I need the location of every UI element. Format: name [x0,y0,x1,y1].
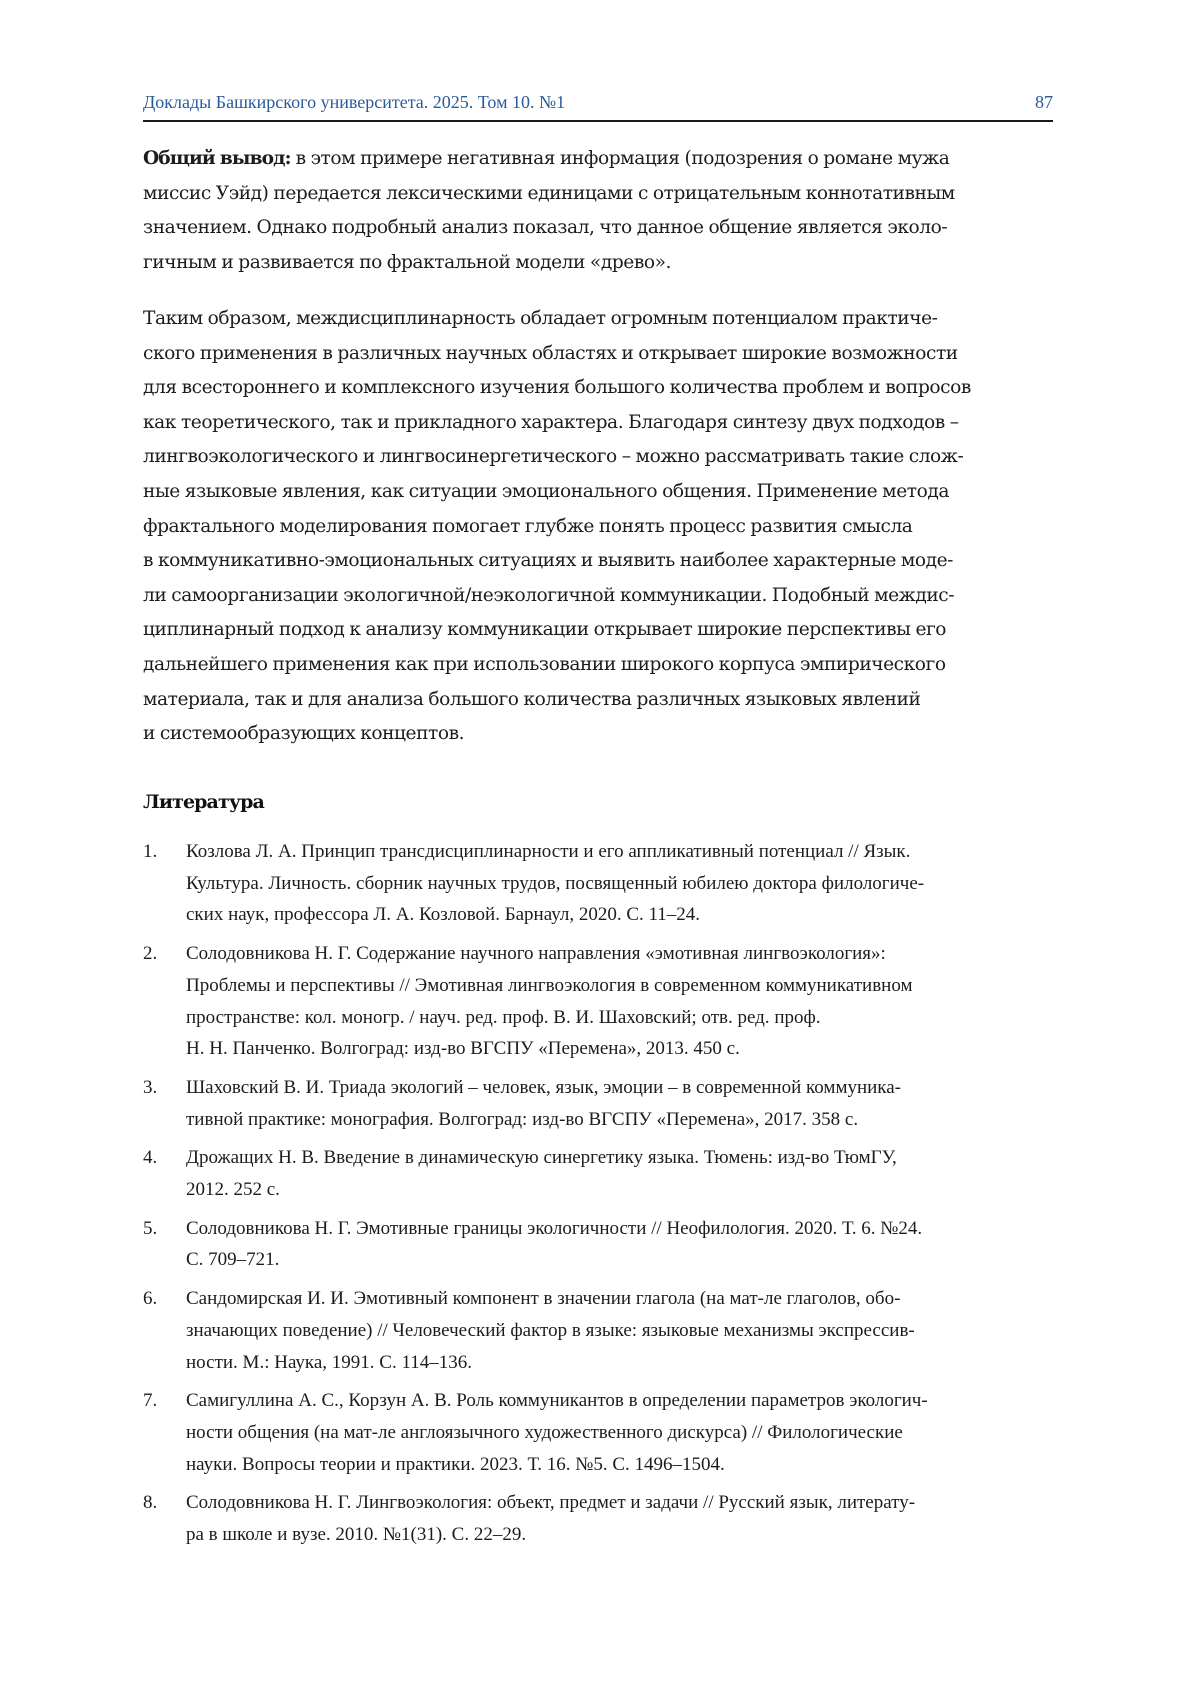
summary-paragraph: Таким образом, междисциплинарность обладает огромным потенциалом практиче- ского применения в различных научных областях и открывает широкие возможности для всестороннего и комплексного изучения большого количества проблем и вопросов как теоретического, так и прикладного характера. Благодаря синтезу двух подходов – лингвоэкологического и лингвосинергетического – можно рассматривать такие слож- ные языковые явления, как ситуации эмоционального общения. Применение метода фрактального моделирования помогает глубже понять процесс развития смысла в коммуникативно-эмоциональных ситуациях и выявить наиболее характерные моде- ли самоорганизации экологичной/неэкологичной коммуникации. Подобный междис- циплинарный подход к анализу коммуникации открывает широкие перспективы его дальнейшего применения как при использовании широкого корпуса эмпирического материала, так и для анализа большого количества различных языковых явлений и системообразующих концептов. [143,308,971,745]
references-list [143,836,1073,1558]
page-number: 87 [1035,92,1053,112]
reference-item: 8. Солодовникова Н. Г. Лингвоэкология: объект, предмет и задачи // Русский язык, литерату- ра в школе и вузе. 2010. №1(31). С. 22–29. [143,1492,916,1546]
conclusion-label: Общий вывод: [143,148,291,169]
conclusion-paragraph: Общий вывод: в этом примере негативная информация (подозрения о романе мужа миссис Уэйд) передается лексическими единицами с отрицательным коннотативным значением. Однако подробный анализ показал, что данное общение является эколо- гичным и развивается по фрактальной модели «древо». [143,148,955,273]
journal-title: Доклады Башкирского университета. 2025. Том 10. №1 [143,92,566,112]
reference-item: 1. Козлова Л. А. Принцип трансдисциплинарности и его аппликативный потенциал // Язык. Культура. Личность. сборник научных трудов, посвященный юбилею доктора филологиче- ских наук, профессора Л. А. Козловой. Барнаул, 2020. С. 11–24. [143,841,925,926]
reference-item: 4. Дрожащих Н. В. Введение в динамическую синергетику языка. Тюмень: изд-во ТюмГУ, 2012. 252 с. [143,1147,897,1201]
running-header [143,92,1053,122]
reference-item: 7. Самигуллина А. С., Корзун А. В. Роль коммуникантов в определении параметров экологич- ности общения (на мат-ле англоязычного художественного дискурса) // Филологические науки. Вопросы теории и практики. 2023. Т. 16. №5. С. 1496–1504. [143,1390,928,1475]
reference-item: 2. Солодовникова Н. Г. Содержание научного направления «эмотивная лингвоэкология»: Проблемы и перспективы // Эмотивная лингвоэкология в современном коммуникативном пространстве: кол. моногр. / науч. ред. проф. В. И. Шаховский; отв. ред. проф. Н. Н. Панченко. Волгоград: изд-во ВГСПУ «Перемена», 2013. 450 с. [143,943,913,1060]
reference-item: 5. Солодовникова Н. Г. Эмотивные границы экологичности // Неофилология. 2020. Т. 6. №24. С. 709–721. [143,1217,923,1271]
references-heading: Литература [143,791,264,813]
reference-item: 3. Шаховский В. И. Триада экологий – человек, язык, эмоции – в современной коммуника- тивной практике: монография. Волгоград: изд-во ВГСПУ «Перемена», 2017. 358 с. [143,1076,902,1130]
reference-item: 6. Сандомирская И. И. Эмотивный компонент в значении глагола (на мат-ле глаголов, обо- значающих поведение) // Человеческий фактор в языке: языковые механизмы экспрессив- ности. М.: Наука, 1991. С. 114–136. [143,1288,915,1373]
